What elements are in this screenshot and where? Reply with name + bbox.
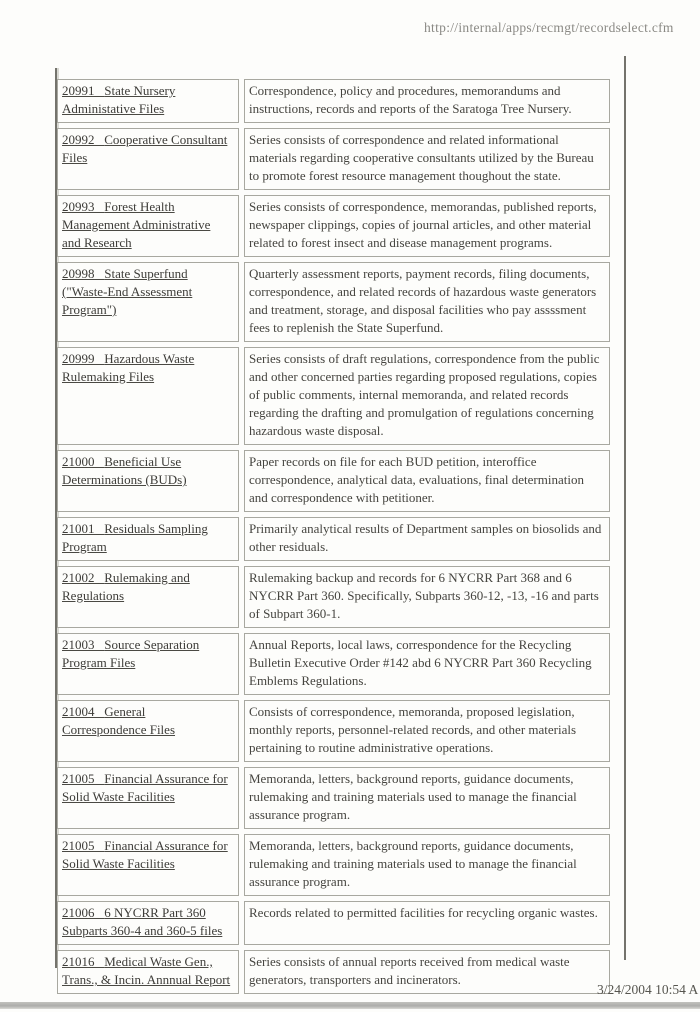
record-series-link[interactable] <box>57 633 239 695</box>
record-series-description: Primarily analytical results of Department samples on biosolids and other residuals. <box>244 517 610 561</box>
record-series-link-text[interactable] <box>62 704 175 737</box>
record-series-link[interactable] <box>57 901 239 945</box>
print-timestamp: 3/24/2004 10:54 A <box>597 982 699 997</box>
record-series-link-text[interactable] <box>62 351 194 384</box>
record-series-number[interactable]: 21005 <box>62 771 95 786</box>
record-series-link[interactable] <box>57 347 239 445</box>
record-series-description: Quarterly assessment reports, payment records, filing documents, correspondence, and related records of hazardous waste generators and treatment, storage, and disposal facilities who pay assssment fees to replenish the State Superfund. <box>244 262 610 342</box>
record-series-description: Series consists of correspondence and related informational materials regarding cooperative consultants utilized by the Bureau to promote forest resource management thoughout the state. <box>244 128 610 190</box>
record-series-title[interactable]: Medical Waste Gen., Trans., & Incin. Annnual Report <box>62 954 231 987</box>
record-series-description: Memoranda, letters, background reports, guidance documents, rulemaking and training materials used to manage the financial assurance program. <box>244 834 610 896</box>
record-series-title[interactable]: State Superfund ("Waste-End Assessment Program") <box>62 266 193 317</box>
scan-bottom-band <box>0 1002 700 1009</box>
record-series-number[interactable]: 21004 <box>62 704 95 719</box>
record-series-link-text[interactable] <box>62 199 210 250</box>
record-series-description: Series consists of annual reports received from medical waste generators, transporters and incinerators. <box>244 950 610 994</box>
record-series-description: Rulemaking backup and records for 6 NYCRR Part 368 and 6 NYCRR Part 360. Specifically, Subparts 360-12, -13, -16 and parts of Subpart 360-1. <box>244 566 610 628</box>
record-series-title[interactable]: Residuals Sampling Program <box>62 521 208 554</box>
record-series-title[interactable]: Forest Health Management Administrative and Research <box>62 199 211 250</box>
record-series-link[interactable] <box>57 834 239 896</box>
record-series-description: Memoranda, letters, background reports, guidance documents, rulemaking and training materials used to manage the financial assurance program. <box>244 767 610 829</box>
record-series-title[interactable]: State Nursery Administative Files <box>62 83 176 116</box>
record-series-number[interactable]: 20993 <box>62 199 95 214</box>
record-series-title[interactable]: Rulemaking and Regulations <box>62 570 190 603</box>
record-series-link[interactable] <box>57 950 239 994</box>
record-series-title[interactable]: Financial Assurance for Solid Waste Facilities <box>62 771 228 804</box>
record-series-description: Records related to permitted facilities for recycling organic wastes. <box>244 901 610 945</box>
record-series-description: Series consists of correspondence, memorandas, published reports, newspaper clippings, copies of journal articles, and other material related to forest insect and disease management programs. <box>244 195 610 257</box>
record-series-link[interactable] <box>57 517 239 561</box>
record-series-link[interactable] <box>57 128 239 190</box>
record-series-link[interactable] <box>57 566 239 628</box>
record-series-number[interactable]: 21001 <box>62 521 95 536</box>
record-series-link[interactable] <box>57 262 239 342</box>
record-series-number[interactable]: 21016 <box>62 954 95 969</box>
record-series-link[interactable] <box>57 79 239 123</box>
records-table <box>57 79 610 994</box>
record-series-link-text[interactable] <box>62 83 175 116</box>
record-series-number[interactable]: 20999 <box>62 351 95 366</box>
record-series-number[interactable]: 21003 <box>62 637 95 652</box>
record-series-number[interactable]: 21006 <box>62 905 95 920</box>
record-series-link-text[interactable] <box>62 132 227 165</box>
record-series-number[interactable]: 21005 <box>62 838 95 853</box>
record-series-title[interactable]: Cooperative Consultant Files <box>62 132 228 165</box>
record-series-link-text[interactable] <box>62 637 199 670</box>
record-series-link[interactable] <box>57 195 239 257</box>
record-series-description: Correspondence, policy and procedures, memorandums and instructions, records and reports of the Saratoga Tree Nursery. <box>244 79 610 123</box>
record-series-title[interactable]: 6 NYCRR Part 360 Subparts 360-4 and 360-5 files <box>62 905 223 938</box>
record-series-link-text[interactable] <box>62 521 208 554</box>
record-series-title[interactable]: General Correspondence Files <box>62 704 176 737</box>
record-series-link[interactable] <box>57 700 239 762</box>
table-right-rule <box>624 56 626 960</box>
record-series-description: Consists of correspondence, memoranda, proposed legislation, monthly reports, personnel-related records, and other materials pertaining to routine administrative operations. <box>244 700 610 762</box>
record-series-link-text[interactable] <box>62 454 187 487</box>
record-series-link-text[interactable] <box>62 954 230 987</box>
record-series-title[interactable]: Beneficial Use Determinations (BUDs) <box>62 454 187 487</box>
record-series-title[interactable]: Hazardous Waste Rulemaking Files <box>62 351 195 384</box>
record-series-title[interactable]: Financial Assurance for Solid Waste Facilities <box>62 838 228 871</box>
record-series-link[interactable] <box>57 450 239 512</box>
url-header: http://internal/apps/recmgt/recordselect.cfm <box>424 20 674 35</box>
record-series-number[interactable]: 20998 <box>62 266 95 281</box>
record-series-description: Paper records on file for each BUD petition, interoffice correspondence, analytical data, evaluations, final determination and correspondence with petitioner. <box>244 450 610 512</box>
record-series-link-text[interactable] <box>62 838 228 871</box>
record-series-number[interactable]: 20991 <box>62 83 95 98</box>
record-series-link-text[interactable] <box>62 266 192 317</box>
record-series-number[interactable]: 20992 <box>62 132 95 147</box>
record-series-description: Annual Reports, local laws, correspondence for the Recycling Bulletin Executive Order #142 abd 6 NYCRR Part 360 Recycling Emblems Regulations. <box>244 633 610 695</box>
record-series-link-text[interactable] <box>62 905 222 938</box>
record-series-number[interactable]: 21002 <box>62 570 95 585</box>
record-series-description: Series consists of draft regulations, correspondence from the public and other concerned parties regarding proposed regulations, copies of public comments, internal memoranda, and related records regarding the drafting and promulgation of regulations concerning hazardous waste disposal. <box>244 347 610 445</box>
record-series-link-text[interactable] <box>62 771 228 804</box>
record-series-link[interactable] <box>57 767 239 829</box>
record-series-number[interactable]: 21000 <box>62 454 95 469</box>
record-series-title[interactable]: Source Separation Program Files <box>62 637 200 670</box>
record-series-link-text[interactable] <box>62 570 190 603</box>
